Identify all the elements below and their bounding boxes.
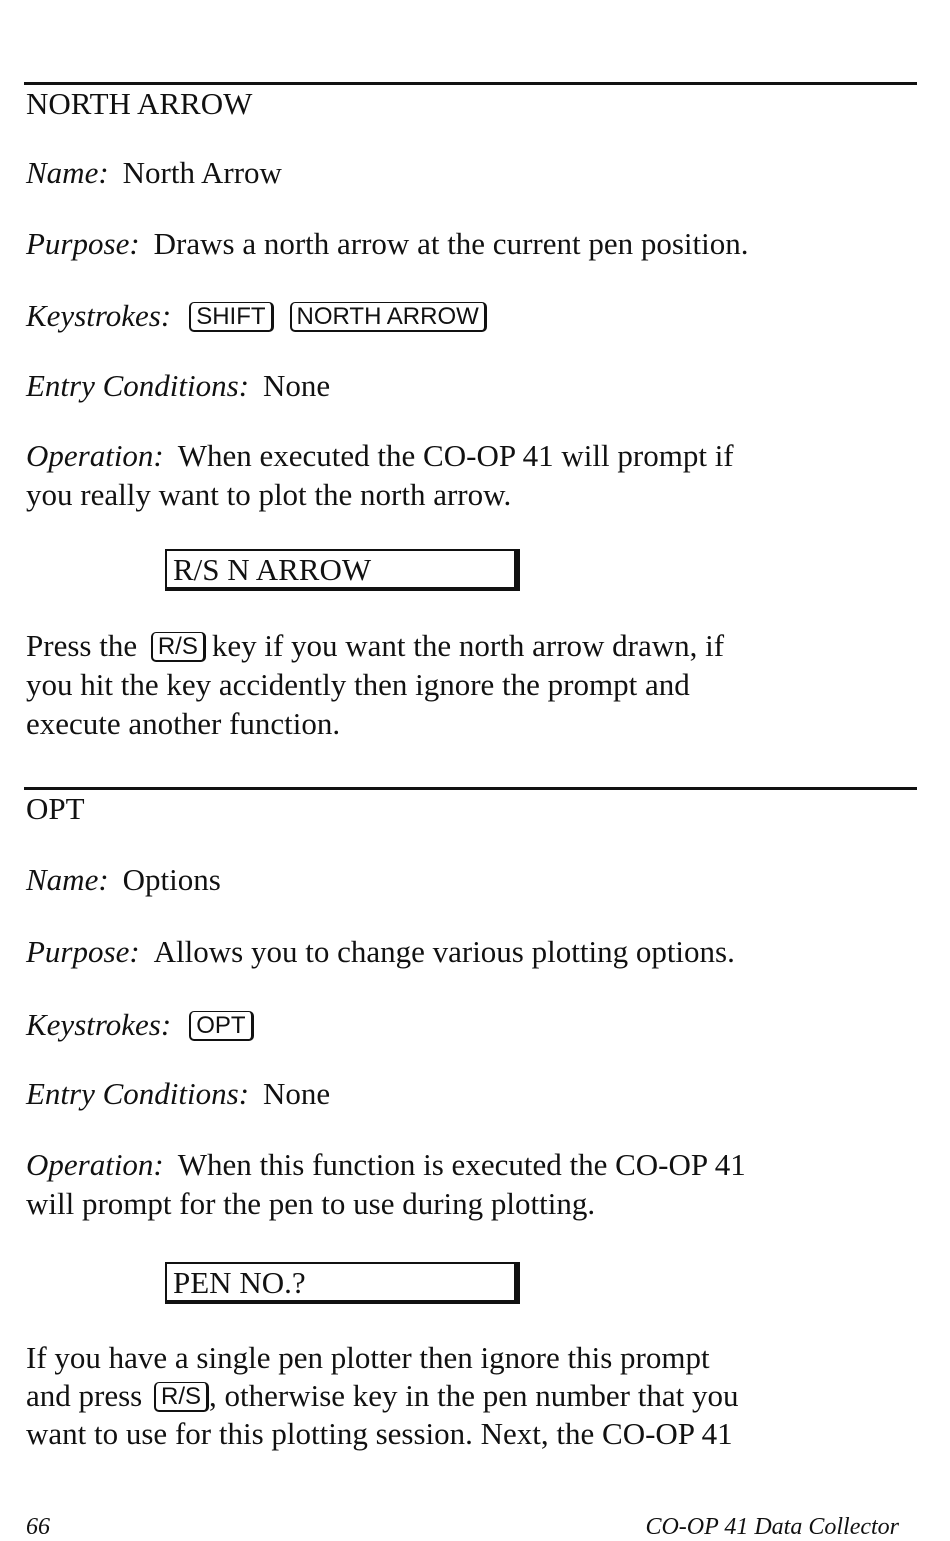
purpose-line xyxy=(26,932,735,971)
operation-line xyxy=(26,436,734,475)
name-label: Name: xyxy=(26,155,109,190)
body-text-fragment: Press the xyxy=(26,628,138,663)
operation-text: When executed the CO-OP 41 will prompt if xyxy=(177,438,734,473)
operation-label: Operation: xyxy=(26,438,164,473)
rs-key: R/S xyxy=(154,1382,209,1412)
entry-conditions-label: Entry Conditions: xyxy=(26,1076,250,1111)
page-number: 66 xyxy=(26,1514,50,1540)
operation-text: you really want to plot the north arrow. xyxy=(26,477,512,512)
footer-title: CO-OP 41 Data Collector xyxy=(645,1514,899,1540)
opt-key: OPT xyxy=(189,1011,253,1041)
body-text-fragment: and press xyxy=(26,1378,143,1413)
operation-text: will prompt for the pen to use during plotting. xyxy=(26,1186,596,1221)
entry-conditions-value: None xyxy=(263,1076,331,1111)
entry-conditions-line xyxy=(26,1074,330,1113)
rs-key: R/S xyxy=(151,632,206,662)
section-heading: OPT xyxy=(26,791,85,826)
shift-key: SHIFT xyxy=(189,302,273,332)
section-divider xyxy=(24,82,917,85)
purpose-value: Draws a north arrow at the current pen position. xyxy=(153,226,749,261)
operation-label: Operation: xyxy=(26,1147,164,1182)
section-divider xyxy=(24,787,917,790)
body-text xyxy=(26,626,724,665)
keystrokes-line xyxy=(26,1005,266,1044)
keystrokes-line xyxy=(26,296,499,335)
keystrokes-label: Keystrokes: xyxy=(26,1007,172,1042)
body-text-fragment: , otherwise key in the pen number that you xyxy=(209,1378,739,1413)
operation-text: When this function is executed the CO-OP 41 xyxy=(177,1147,746,1182)
section-heading: NORTH ARROW xyxy=(26,86,253,121)
purpose-label: Purpose: xyxy=(26,934,140,969)
entry-conditions-label: Entry Conditions: xyxy=(26,368,250,403)
operation-line xyxy=(26,1145,746,1184)
body-text: If you have a single pen plotter then ignore this prompt xyxy=(26,1340,710,1375)
entry-conditions-line xyxy=(26,366,330,405)
purpose-line xyxy=(26,224,749,263)
body-text xyxy=(26,1376,738,1415)
purpose-label: Purpose: xyxy=(26,226,140,261)
display-prompt: R/S N ARROW xyxy=(165,549,520,591)
name-line xyxy=(26,860,221,899)
name-line xyxy=(26,153,282,192)
purpose-value: Allows you to change various plotting options. xyxy=(153,934,735,969)
body-text: you hit the key accidently then ignore the prompt and xyxy=(26,667,690,702)
name-value: Options xyxy=(122,862,221,897)
entry-conditions-value: None xyxy=(263,368,331,403)
body-text-fragment: key if you want the north arrow drawn, if xyxy=(211,628,725,663)
name-label: Name: xyxy=(26,862,109,897)
manual-page xyxy=(24,0,919,1538)
display-prompt: PEN NO.? xyxy=(165,1262,520,1304)
body-text: want to use for this plotting session. Next, the CO-OP 41 xyxy=(26,1416,733,1451)
body-text: execute another function. xyxy=(26,706,341,741)
keystrokes-label: Keystrokes: xyxy=(26,298,172,333)
north-arrow-key: NORTH ARROW xyxy=(290,302,487,332)
name-value: North Arrow xyxy=(122,155,282,190)
